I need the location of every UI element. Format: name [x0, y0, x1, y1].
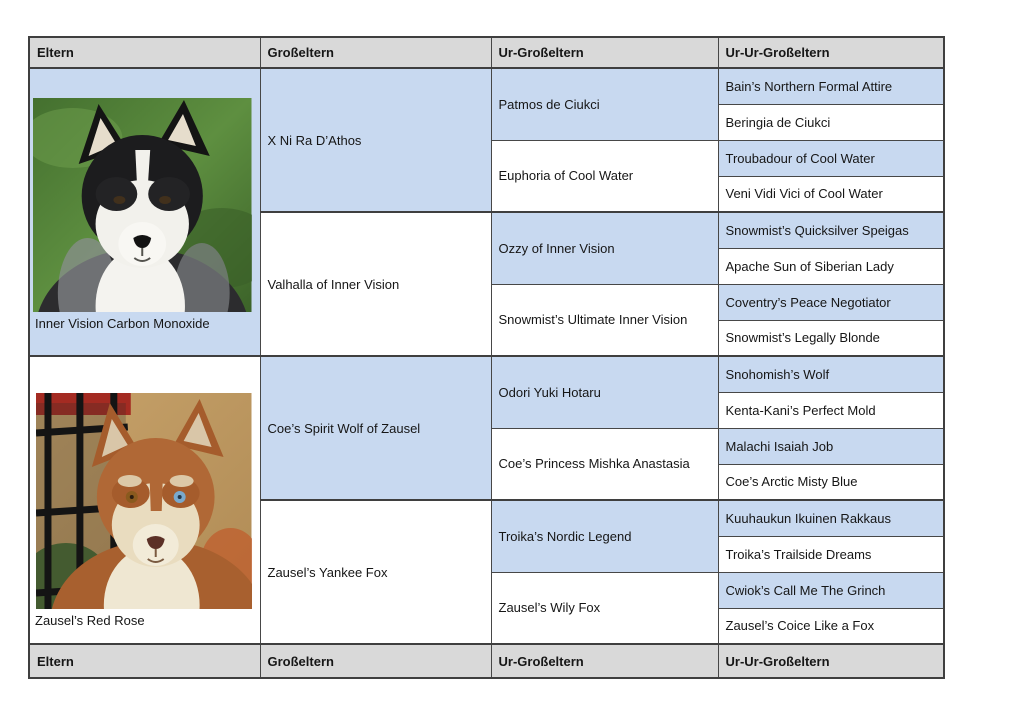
cell-great-grandparent-1: Euphoria of Cool Water	[491, 140, 718, 212]
cell-great-great-grandparent-0: Bain’s Northern Formal Attire	[718, 68, 944, 104]
header-grosseltern: Großeltern	[260, 37, 491, 68]
table-row	[29, 356, 944, 392]
cell-great-great-grandparent-15: Zausel’s Coice Like a Fox	[718, 608, 944, 644]
cell-parent-sire	[29, 68, 260, 356]
dam-photo	[36, 393, 252, 609]
cell-great-great-grandparent-2: Troubadour of Cool Water	[718, 140, 944, 176]
cell-grandparent-1: Valhalla of Inner Vision	[260, 212, 491, 356]
cell-great-great-grandparent-1: Beringia de Ciukci	[718, 104, 944, 140]
cell-great-great-grandparent-11: Coe’s Arctic Misty Blue	[718, 464, 944, 500]
footer-ur-grosseltern: Ur-Großeltern	[491, 644, 718, 678]
footer-eltern: Eltern	[29, 644, 260, 678]
cell-great-great-grandparent-7: Snowmist’s Legally Blonde	[718, 320, 944, 356]
cell-great-great-grandparent-13: Troika’s Trailside Dreams	[718, 536, 944, 572]
cell-great-grandparent-3: Snowmist’s Ultimate Inner Vision	[491, 284, 718, 356]
cell-great-grandparent-6: Troika’s Nordic Legend	[491, 500, 718, 572]
footer-ur-ur-grosseltern: Ur-Ur-Großeltern	[718, 644, 944, 678]
table-row	[29, 68, 944, 104]
cell-great-great-grandparent-4: Snowmist’s Quicksilver Speigas	[718, 212, 944, 248]
cell-great-grandparent-7: Zausel’s Wily Fox	[491, 572, 718, 644]
cell-great-great-grandparent-9: Kenta-Kani’s Perfect Mold	[718, 392, 944, 428]
header-ur-grosseltern: Ur-Großeltern	[491, 37, 718, 68]
black-white-husky-photo	[33, 98, 252, 312]
cell-parent-dam	[29, 356, 260, 644]
sire-photo	[33, 98, 252, 312]
cell-grandparent-0: X Ni Ra D’Athos	[260, 68, 491, 212]
cell-great-great-grandparent-10: Malachi Isaiah Job	[718, 428, 944, 464]
cell-great-great-grandparent-6: Coventry’s Peace Negotiator	[718, 284, 944, 320]
sire-name: Inner Vision Carbon Monoxide	[35, 316, 210, 331]
footer-grosseltern: Großeltern	[260, 644, 491, 678]
pedigree-table	[28, 36, 945, 679]
dam-name: Zausel’s Red Rose	[35, 613, 145, 628]
header-eltern: Eltern	[29, 37, 260, 68]
cell-great-grandparent-5: Coe’s Princess Mishka Anastasia	[491, 428, 718, 500]
header-ur-ur-grosseltern: Ur-Ur-Großeltern	[718, 37, 944, 68]
cell-great-great-grandparent-14: Cwiok’s Call Me The Grinch	[718, 572, 944, 608]
cell-great-great-grandparent-12: Kuuhaukun Ikuinen Rakkaus	[718, 500, 944, 536]
cell-great-grandparent-2: Ozzy of Inner Vision	[491, 212, 718, 284]
cell-great-great-grandparent-5: Apache Sun of Siberian Lady	[718, 248, 944, 284]
header-row	[29, 37, 944, 68]
red-husky-photo	[36, 393, 252, 609]
cell-grandparent-2: Coe’s Spirit Wolf of Zausel	[260, 356, 491, 500]
cell-great-grandparent-4: Odori Yuki Hotaru	[491, 356, 718, 428]
cell-great-great-grandparent-8: Snohomish’s Wolf	[718, 356, 944, 392]
cell-great-grandparent-0: Patmos de Ciukci	[491, 68, 718, 140]
cell-great-great-grandparent-3: Veni Vidi Vici of Cool Water	[718, 176, 944, 212]
footer-row	[29, 644, 944, 678]
cell-grandparent-3: Zausel’s Yankee Fox	[260, 500, 491, 644]
